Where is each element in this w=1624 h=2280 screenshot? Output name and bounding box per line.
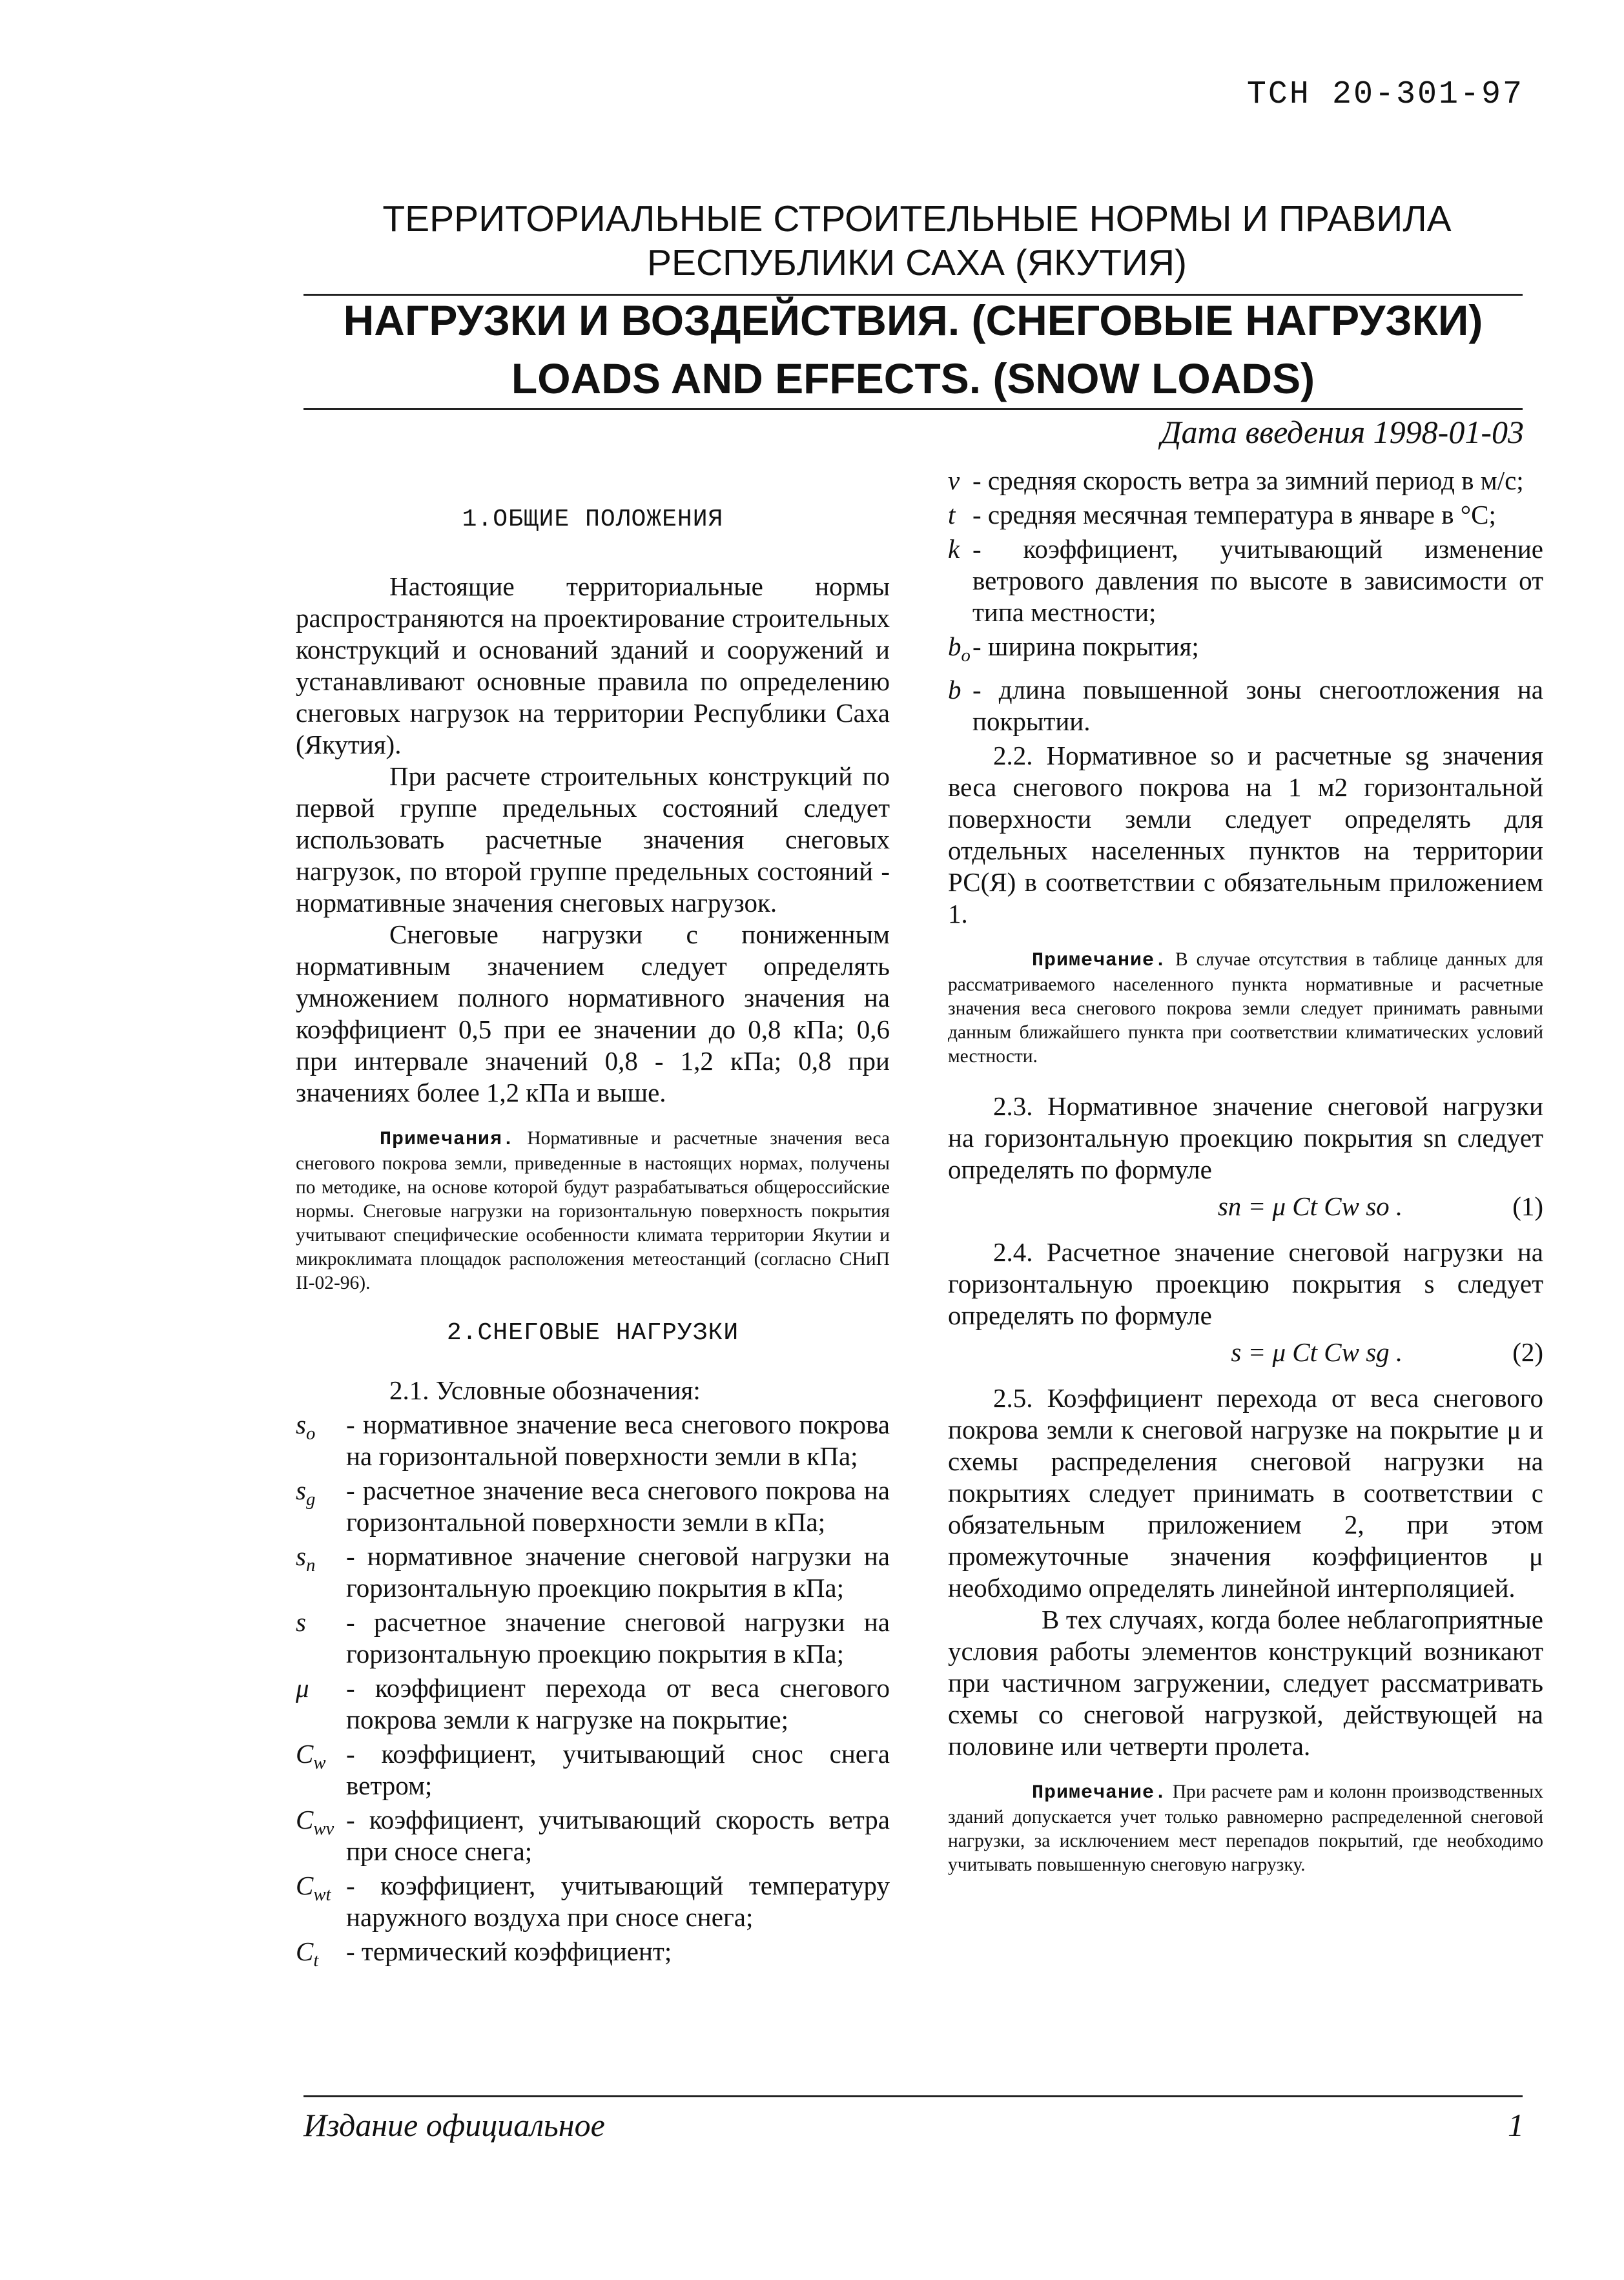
paragraph: 2.2. Нормативное so и расчетные sg значения веса снегового покрова на 1 м2 горизонтальной поверхности земли следует определять для отдельных населенных пунктов на территории РС(Я) в соответствии с обязательным приложением 1. — [948, 741, 1543, 929]
definition-text: - коэффициент перехода от веса снегового покрова земли к нагрузке на покрытие; — [346, 1673, 890, 1734]
edition-label: Издание официальное — [303, 2107, 605, 2143]
paragraph: Настоящие территориальные нормы распространяются на проектирование строительных конструкций и оснований зданий и сооружений и устанавливают основные правила по определению снеговых нагрузок на территории Республики Саха (Якутия). — [296, 571, 890, 759]
definition-text: - нормативное значение снеговой нагрузки на горизонтальную проекцию покрытия в кПа; — [346, 1541, 890, 1603]
definition-item — [948, 674, 1543, 737]
left-column — [296, 491, 890, 1979]
note-label: Примечание. — [1032, 1782, 1167, 1805]
definition-text: - термический коэффициент; — [346, 1936, 672, 1966]
definition-item — [296, 1672, 890, 1736]
formula-1 — [948, 1191, 1543, 1222]
document-code: ТСН 20-301-97 — [1246, 76, 1524, 113]
symbol: b — [948, 675, 961, 705]
paragraph: Снеговые нагрузки с пониженным нормативным значением следует определять умножением полного нормативного значения на коэффициент 0,5 при ее значении до 0,8 кПа; 0,6 при интервале значений 0,8 - 1,2 кПа; 0,8 при значениях более 1,2 кПа и выше. — [296, 919, 890, 1107]
symbol: s — [296, 1607, 306, 1637]
note-block — [948, 1780, 1543, 1877]
note-block — [948, 948, 1543, 1069]
note-text: При расчете рам и колонн производственных зданий допускается учет только равномерно распределенной снеговой нагрузки, за исключением мест перепадов покрытий, где необходимо учитывать повышенную снеговую нагрузку. — [948, 1782, 1543, 1876]
definition-item — [296, 1936, 890, 1977]
symbol: $C_t$ — [296, 1936, 319, 1971]
paragraph: 2.1. Условные обозначения: — [389, 1375, 701, 1405]
paragraph: В тех случаях, когда более неблагоприятные условия работы элементов конструкций возникают при частичном загружении, следует рассматривать схемы со снеговой нагрузкой, действующей на половине или четверти пролета. — [948, 1605, 1543, 1761]
definition-item — [296, 1409, 890, 1472]
formula-expression: s = μ Ct Cw sg . — [1231, 1337, 1403, 1368]
definition-text: - коэффициент, учитывающий скорость ветра при сносе снега; — [346, 1805, 890, 1866]
symbol: $C_w$ — [296, 1739, 326, 1774]
definition-item — [296, 1738, 890, 1802]
category-line-1: ТЕРРИТОРИАЛЬНЫЕ СТРОИТЕЛЬНЫЕ НОРМЫ И ПРАВИЛА — [382, 198, 1452, 240]
note-block — [296, 1127, 890, 1295]
paragraph: 2.4. Расчетное значение снеговой нагрузки на горизонтальную проекцию покрытия s следует определять по формуле — [948, 1237, 1543, 1331]
definition-item — [296, 1541, 890, 1604]
definition-item — [948, 499, 1543, 531]
note-label: Примечания. — [380, 1129, 515, 1151]
note-text: Нормативные и расчетные значения веса снегового покрова земли, приведенные в настоящих нормах, получены по методике, на основе которой будут разрабатываться общероссийские нормы. Снеговые нагрузки на горизонтальную поверхность покрытия учитывают специфические особенности климата территории Якутии и микроклимата площадок расположения метеостанций (согласно СНиП II-02-96). — [296, 1128, 890, 1293]
definition-item — [948, 631, 1543, 672]
symbol: $C_{wv}$ — [296, 1805, 334, 1840]
footer-divider — [303, 2095, 1523, 2097]
right-column — [948, 465, 1543, 1899]
definition-text: - средняя скорость ветра за зимний период в м/с; — [972, 466, 1524, 495]
definition-item — [948, 465, 1543, 497]
definition-text: - средняя месячная температура в январе в °С; — [972, 500, 1496, 529]
symbol: $s_o$ — [296, 1410, 316, 1444]
paragraph: При расчете строительных конструкций по первой группе предельных состояний следует использовать расчетные значения снеговых нагрузок, по второй группе предельных состояний - нормативные значения снеговых нагрузок. — [296, 761, 890, 918]
symbol: $s_g$ — [296, 1475, 316, 1510]
note-label: Примечание. — [1032, 950, 1167, 972]
definition-item — [296, 1475, 890, 1538]
symbol: $C_{wt}$ — [296, 1871, 331, 1905]
definition-item — [948, 533, 1543, 628]
definition-item — [296, 1804, 890, 1867]
formula-expression: sn = μ Ct Cw so . — [1217, 1191, 1403, 1222]
definition-text: - длина повышенной зоны снегоотложения на покрытии. — [972, 675, 1543, 737]
formula-number: (2) — [1512, 1337, 1543, 1368]
formula-2 — [948, 1337, 1543, 1368]
section-1-title: 1.ОБЩИЕ ПОЛОЖЕНИЯ — [462, 506, 724, 533]
definition-text: - коэффициент, учитывающий температуру наружного воздуха при сносе снега; — [346, 1871, 890, 1932]
page-number: 1 — [1508, 2107, 1524, 2143]
symbol: v — [948, 466, 960, 495]
document-title-en: LOADS AND EFFECTS. (SNOW LOADS) — [511, 354, 1315, 402]
definition-text: - расчетное значение веса снегового покрова на горизонтальной поверхности земли в кПа; — [346, 1475, 890, 1537]
definition-text: - коэффициент, учитывающий изменение ветрового давления по высоте в зависимости от типа местности; — [972, 534, 1543, 627]
definition-item — [296, 1607, 890, 1670]
definition-text: - нормативное значение веса снегового покрова на горизонтальной поверхности земли в кПа; — [346, 1410, 890, 1471]
paragraph: 2.3. Нормативное значение снеговой нагрузки на горизонтальную проекцию покрытия sn следует определять по формуле — [948, 1091, 1543, 1185]
definition-text: - расчетное значение снеговой нагрузки на горизонтальную проекцию покрытия в кПа; — [346, 1607, 890, 1669]
section-2-title: 2.СНЕГОВЫЕ НАГРУЗКИ — [446, 1319, 739, 1347]
symbol: t — [948, 500, 956, 529]
effective-date: Дата введения 1998-01-03 — [1160, 414, 1524, 450]
definition-text: - коэффициент, учитывающий снос снега ветром; — [346, 1739, 890, 1800]
document-title: НАГРУЗКИ И ВОЗДЕЙСТВИЯ. (СНЕГОВЫЕ НАГРУЗКИ) — [343, 296, 1483, 344]
document-category — [303, 197, 1530, 285]
symbol: k — [948, 534, 960, 564]
paragraph: 2.5. Коэффициент перехода от веса снегового покрова земли к снеговой нагрузке на покрытие μ и схемы распределения снеговой нагрузки на покрытиях следует принимать в соответствии с обязательным приложением 2, при этом промежуточные значения коэффициентов μ необходимо определять линейной интерполяцией. — [948, 1383, 1543, 1603]
definition-text: - ширина покрытия; — [972, 632, 1199, 661]
definition-item — [296, 1870, 890, 1933]
formula-number: (1) — [1512, 1191, 1543, 1222]
category-line-2: РЕСПУБЛИКИ САХА (ЯКУТИЯ) — [646, 242, 1187, 283]
title-divider — [303, 408, 1523, 410]
symbol: μ — [296, 1673, 309, 1703]
symbol: $b_o$ — [948, 632, 971, 666]
note-text: В случае отсутствия в таблице данных для рассматриваемого населенного пункта нормативные и расчетные значения веса снегового покрова земли следует принимать равными данным ближайшего пункта при соответствии климатических условий местности. — [948, 949, 1544, 1067]
symbol: $s_n$ — [296, 1541, 316, 1576]
